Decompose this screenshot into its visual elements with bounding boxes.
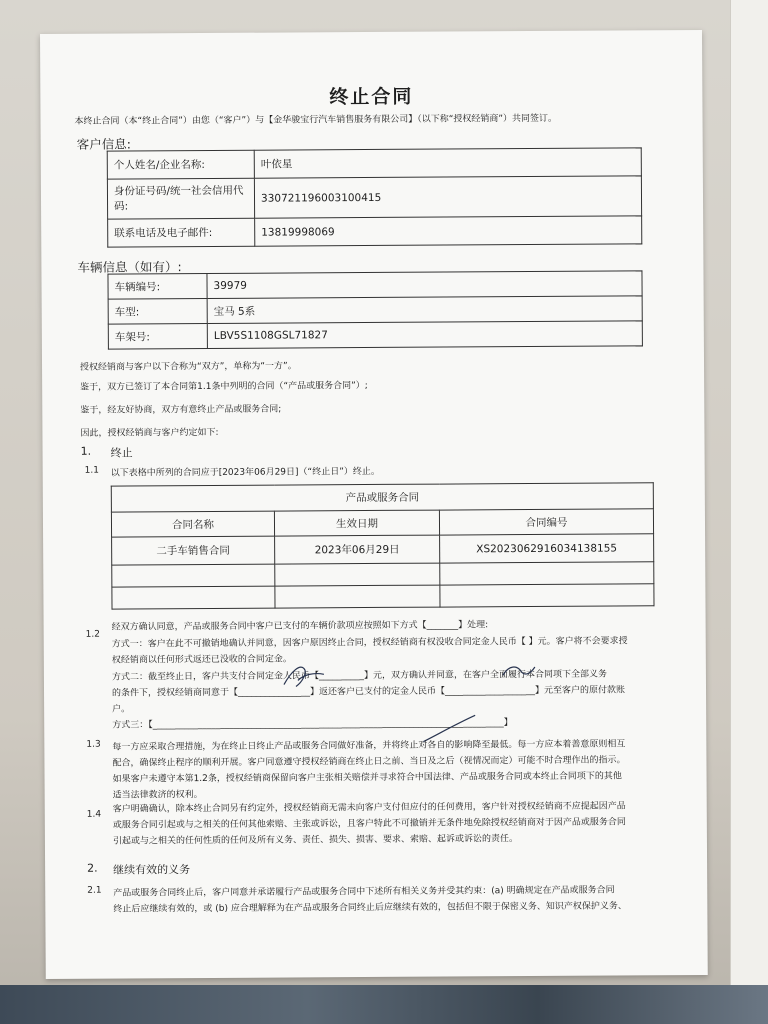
background-paper-sheet [730,0,768,1000]
table-caption-row [111,483,653,512]
clause-1-2-line: 的条件下，授权经销商同意于【________________】返还客户已支付的定金人民币【____________________】元至客户的原付款账 [111,685,626,699]
table-header-row [111,509,653,537]
value-cell: 330721196003100415 [254,176,641,218]
table-row [108,271,642,299]
table-cell [440,584,654,607]
section-1-title: 终止 [110,446,133,460]
clause-2-1-line: 终止后应继续有效的，或 (b) 应合理解释为在产品或服务合同终止后应继续有效的，包括但不限于保密义务、知识产权保护义务、 [113,901,627,915]
value-cell: 39979 [207,271,642,299]
clause-1-2-line: 方式三：【______________________________________________________________________________】 [112,718,513,731]
clause-1-4-line: 客户明确确认，除本终止合同另有约定外，授权经销商无需未向客户支付但应付的任何费用，客户针对授权经销商不应提起因产品 [112,801,626,815]
customer-info-table [107,147,643,247]
clause-1-2-line: 方式一：客户在此不可撤销地确认并同意，因客户原因终止合同，授权经销商有权没收合同定金人民币【 】元。客户将不会要求授 [111,636,628,650]
handwritten-mark [499,659,539,683]
table-cell [112,586,275,609]
label-cell: 车辆编号: [108,273,207,299]
recital-2: 鉴于，经友好协商，双方有意终止产品或服务合同; [80,404,282,416]
recital-1: 鉴于，双方已签订了本合同第1.1条中列明的合同（“产品或服务合同”）; [80,381,368,393]
document-title: 终止合同 [329,85,414,109]
clause-1-2-line: 户。 [112,704,131,715]
table-row [107,148,641,179]
label-cell: 车架号: [108,323,207,349]
customer-section-heading: 客户信息: [76,136,131,152]
label-cell: 车型: [108,298,207,324]
clause-1-3-number: 1.3 [86,739,101,750]
intro-paragraph: 本终止合同（本“终止合同”）由您（“客户”）与【金华骏宝行汽车销售服务有限公司】（以下称“授权经销商”）共同签订。 [74,113,558,127]
clause-1-2-line: 权经销商以任何形式返还已没收的合同定金。 [111,654,292,666]
section-2-number: 2. [87,861,98,875]
table-cell: XS20230629160341​38155 [440,534,654,563]
column-header: 合同编号 [439,509,653,535]
clause-1-3-line: 每一方应采取合理措施，为在终止日终止产品或服务合同做好准备，并将终止对各自的影响降至最低。每一方应本着善意原则相互 [112,739,626,753]
vehicle-info-table [107,270,642,349]
column-header: 生效日期 [274,510,439,536]
table-cell: 2023年06月29日 [275,535,440,564]
value-cell: 13819998069 [255,216,642,246]
section-2-title: 继续有效的义务 [113,863,191,877]
clause-1-3-line: 如果客户未遵守本第1.2条，授权经销商保留向客户主张相关赔偿并寻求符合中国法律、产品或服务合同或本终止合同项下的其他 [112,771,622,785]
section-1-number: 1. [80,444,92,458]
clause-2-1-number: 2.1 [87,885,102,896]
value-cell: LBV5S1108GSL71827 [207,321,642,349]
table-row [107,176,641,219]
clause-1-2-line: 方式二：截至终止日，客户共支付合同定金人民币【__________】元，双方确认并同意，在客户全面履行本合同项下全部义务 [111,669,607,683]
clause-1-1-number: 1.1 [84,465,100,476]
clause-1-2-line: 经双方确认同意，产品或服务合同中客户已支付的车辆价款项应按照如下方式【_______】处理: [111,620,489,633]
table-cell [440,562,654,585]
label-cell: 联系电话及电子邮件: [108,218,255,247]
vehicle-section-heading: 车辆信息（如有）: [77,259,182,275]
column-header: 合同名称 [111,511,274,537]
table-row [108,216,642,247]
table-row [112,584,654,609]
recital-3: 因此，授权经销商与客户约定如下: [80,427,219,439]
contract-page [40,30,708,979]
background-fabric [0,985,768,1024]
clause-1-1-text: 以下表格中所列的合同应于[2023年06月29日]（“终止日”）终止。 [110,466,380,479]
clause-1-4-line: 引起或与之相关的任何性质的任何及所有义务、责任、损失、损害、要求、索赔、起诉或诉讼的责任。 [112,834,518,847]
handwritten-mark [274,660,334,690]
table-cell: 二手车销售合同 [112,536,275,565]
table-cell [275,585,440,608]
label-cell: 个人姓名/企业名称: [107,150,254,179]
clause-1-2-number: 1.2 [85,629,101,640]
table-row [112,534,654,565]
value-cell: 叶依星 [254,148,641,178]
table-cell [112,564,275,587]
value-cell: 宝马 5系 [207,296,642,324]
table-row [108,296,642,324]
parties-paragraph: 授权经销商与客户以下合称为“双方”，单称为“一方”。 [80,361,297,373]
clause-1-4-number: 1.4 [86,809,102,820]
clause-1-3-line: 配合，确保终止程序的顺利开展。客户同意遵守授权经销商在终止日之前、当日及之后（视情况而定）可能不时合理作出的指示。 [112,755,626,769]
clause-1-4-line: 或服务合同引起或与之相关的任何其他索赔、主张或诉讼，且客户特此不可撤销并无条件地免除授权经销商对于因产品或服务合同 [112,817,626,831]
table-cell [275,563,440,586]
label-cell: 身份证号码/统一社会信用代码: [107,178,254,219]
clause-2-1-line: 产品或服务合同终止后，客户同意并承诺履行产品或服务合同中下述所有相关义务并受其约束：(a) 明确规定在产品或服务合同 [113,885,615,899]
contract-table [111,482,655,609]
table-caption: 产品或服务合同 [111,483,653,512]
clause-1-3-line: 适当法律救济的权利。 [112,790,203,801]
table-row [108,321,642,349]
